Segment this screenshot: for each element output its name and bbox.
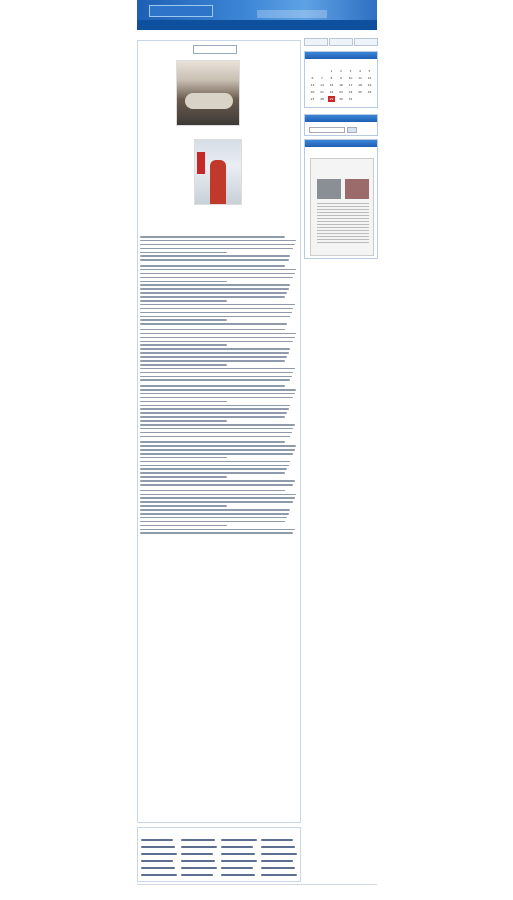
paragraph-line bbox=[140, 505, 227, 507]
paragraph-line bbox=[140, 484, 293, 486]
paragraph-line bbox=[140, 288, 289, 290]
search-title bbox=[305, 115, 377, 122]
paragraph-line bbox=[140, 468, 287, 470]
paragraph-line bbox=[140, 300, 227, 302]
paragraph-line bbox=[140, 312, 292, 314]
calendar-day[interactable]: 27 bbox=[310, 97, 315, 101]
calendar-day[interactable]: 17 bbox=[348, 83, 353, 87]
calendar-day[interactable]: 1 bbox=[330, 69, 333, 73]
calendar-day[interactable]: 6 bbox=[311, 76, 314, 80]
paragraph-line bbox=[140, 316, 290, 318]
paragraph-line bbox=[140, 323, 287, 325]
paragraph-line bbox=[140, 494, 296, 496]
newspaper-title bbox=[305, 140, 377, 147]
calendar-day[interactable]: 8 bbox=[330, 76, 333, 80]
sidebar-tabs bbox=[304, 38, 378, 46]
tab-2[interactable] bbox=[329, 38, 353, 46]
calendar-day[interactable]: 7 bbox=[321, 76, 323, 80]
paragraph-line bbox=[140, 356, 287, 358]
paragraph-line bbox=[140, 472, 285, 474]
paragraph-line bbox=[140, 368, 295, 370]
related-link[interactable] bbox=[261, 867, 295, 869]
paragraph-line bbox=[140, 304, 295, 306]
paragraph-line bbox=[140, 445, 296, 447]
paragraph-line bbox=[140, 513, 289, 515]
calendar-day[interactable]: 20 bbox=[310, 90, 315, 94]
meeting-photo bbox=[176, 60, 240, 126]
newspaper-widget bbox=[304, 139, 378, 259]
paragraph-line bbox=[140, 461, 290, 463]
banner-slogan bbox=[257, 10, 327, 18]
paragraph-line bbox=[140, 333, 296, 335]
calendar-day[interactable]: 26 bbox=[367, 90, 372, 94]
paper-text bbox=[317, 203, 369, 243]
paragraph-line bbox=[140, 521, 285, 523]
paragraph-line bbox=[140, 360, 285, 362]
calendar-title bbox=[305, 52, 377, 59]
calendar-day[interactable]: 5 bbox=[368, 69, 371, 73]
paragraph-line bbox=[140, 308, 293, 310]
paragraph-line bbox=[140, 364, 227, 366]
paper-photo bbox=[345, 179, 369, 199]
paragraph-line bbox=[140, 248, 293, 250]
paragraph-line bbox=[140, 236, 285, 238]
paragraph-line bbox=[140, 259, 289, 261]
calendar-day[interactable]: 15 bbox=[329, 83, 334, 87]
paragraph-line bbox=[140, 284, 290, 286]
related-link[interactable] bbox=[221, 867, 253, 869]
paragraph-line bbox=[140, 412, 287, 414]
search-input[interactable] bbox=[309, 127, 345, 133]
related-link[interactable] bbox=[141, 874, 177, 876]
related-link[interactable] bbox=[261, 839, 293, 841]
paragraph-line bbox=[140, 490, 285, 492]
paragraph-line bbox=[140, 341, 293, 343]
calendar-day[interactable]: 10 bbox=[348, 76, 353, 80]
related-link[interactable] bbox=[181, 839, 215, 841]
site-banner bbox=[137, 0, 377, 30]
calendar-day[interactable]: 12 bbox=[367, 76, 372, 80]
calendar-day[interactable]: 22 bbox=[329, 90, 334, 94]
paragraph-line bbox=[140, 329, 285, 331]
tab-1[interactable] bbox=[304, 38, 328, 46]
calendar-day[interactable]: 14 bbox=[320, 83, 324, 87]
article-title bbox=[193, 45, 237, 54]
paragraph-line bbox=[140, 529, 295, 531]
paragraph-line bbox=[140, 269, 296, 271]
paragraph-line bbox=[140, 465, 289, 467]
paragraph-line bbox=[140, 292, 287, 294]
calendar-day[interactable]: 4 bbox=[359, 69, 361, 73]
nav-stripe bbox=[137, 20, 377, 30]
related-link[interactable] bbox=[221, 846, 253, 848]
paragraph-line bbox=[140, 348, 290, 350]
paragraph-line bbox=[140, 416, 285, 418]
paragraph-line bbox=[140, 408, 289, 410]
newspaper-thumbnail[interactable] bbox=[310, 158, 374, 256]
paragraph-line bbox=[140, 265, 285, 267]
related-link[interactable] bbox=[141, 853, 177, 855]
paragraph-line bbox=[140, 532, 293, 534]
paragraph-line bbox=[140, 273, 295, 275]
paragraph-line bbox=[140, 344, 227, 346]
paper-photo bbox=[317, 179, 341, 199]
search-button[interactable] bbox=[347, 127, 357, 133]
paragraph-line bbox=[140, 432, 292, 434]
paragraph-line bbox=[140, 252, 227, 254]
paragraph-line bbox=[140, 436, 290, 438]
calendar-widget bbox=[304, 51, 378, 108]
calendar-day[interactable]: 18 bbox=[358, 83, 362, 87]
calendar-day[interactable]: 21 bbox=[320, 90, 324, 94]
related-link[interactable] bbox=[141, 860, 173, 862]
paragraph-line bbox=[140, 372, 293, 374]
paragraph-line bbox=[140, 457, 227, 459]
paragraph-line bbox=[140, 525, 227, 527]
paragraph-line bbox=[140, 319, 227, 321]
paragraph-line bbox=[140, 379, 290, 381]
paragraph-line bbox=[140, 277, 293, 279]
related-link[interactable] bbox=[181, 860, 215, 862]
paragraph-line bbox=[140, 441, 285, 443]
calendar-day[interactable]: 19 bbox=[367, 83, 372, 87]
related-link[interactable] bbox=[221, 860, 257, 862]
paragraph-line bbox=[140, 501, 293, 503]
calendar-day[interactable]: 3 bbox=[349, 69, 352, 73]
paragraph-line bbox=[140, 244, 295, 246]
calendar-day[interactable]: 16 bbox=[339, 83, 343, 87]
related-link[interactable] bbox=[181, 874, 213, 876]
search-widget bbox=[304, 114, 378, 136]
related-link[interactable] bbox=[261, 846, 295, 848]
site-logo[interactable] bbox=[149, 5, 213, 17]
paragraph-line bbox=[140, 424, 295, 426]
paragraph-line bbox=[140, 401, 227, 403]
paragraph-line bbox=[140, 405, 290, 407]
related-link[interactable] bbox=[141, 839, 173, 841]
portrait-photo bbox=[194, 139, 242, 205]
related-link[interactable] bbox=[141, 867, 175, 869]
related-link[interactable] bbox=[261, 874, 297, 876]
related-link[interactable] bbox=[221, 874, 255, 876]
calendar-day[interactable]: 13 bbox=[310, 83, 315, 87]
related-link[interactable] bbox=[181, 867, 217, 869]
paragraph-line bbox=[140, 517, 287, 519]
related-news bbox=[137, 827, 301, 882]
related-link[interactable] bbox=[221, 853, 255, 855]
paragraph-line bbox=[140, 393, 295, 395]
paragraph-line bbox=[140, 420, 227, 422]
paragraph-line bbox=[140, 255, 290, 257]
related-link[interactable] bbox=[141, 846, 175, 848]
breadcrumb[interactable] bbox=[140, 33, 300, 39]
calendar-day[interactable]: 2 bbox=[340, 69, 342, 73]
paragraph-line bbox=[140, 240, 296, 242]
calendar-day[interactable]: 9 bbox=[340, 76, 342, 80]
paragraph-line bbox=[140, 509, 290, 511]
paragraph-line bbox=[140, 397, 293, 399]
paragraph-line bbox=[140, 376, 292, 378]
calendar-day[interactable]: 31 bbox=[348, 97, 353, 101]
paragraph-line bbox=[140, 453, 293, 455]
calendar-day[interactable]: 29 bbox=[329, 97, 334, 101]
paragraph-line bbox=[140, 389, 296, 391]
paragraph-line bbox=[140, 497, 295, 499]
article-body bbox=[140, 232, 298, 536]
calendar-day[interactable]: 28 bbox=[320, 97, 324, 101]
calendar-day[interactable]: 11 bbox=[358, 76, 362, 80]
paragraph-line bbox=[140, 476, 227, 478]
related-link[interactable] bbox=[181, 846, 217, 848]
calendar-day[interactable]: 30 bbox=[339, 97, 343, 101]
paragraph-line bbox=[140, 352, 289, 354]
calendar-day[interactable]: 23 bbox=[339, 90, 343, 94]
calendar-day[interactable]: 24 bbox=[348, 90, 353, 94]
related-link[interactable] bbox=[181, 853, 213, 855]
related-link[interactable] bbox=[221, 839, 257, 841]
related-link[interactable] bbox=[261, 853, 297, 855]
paragraph-line bbox=[140, 385, 285, 387]
related-link[interactable] bbox=[261, 860, 293, 862]
paragraph-line bbox=[140, 428, 293, 430]
paragraph-line bbox=[140, 480, 295, 482]
paragraph-line bbox=[140, 281, 227, 283]
paragraph-line bbox=[140, 449, 295, 451]
calendar-day[interactable]: 25 bbox=[358, 90, 362, 94]
paragraph-line bbox=[140, 337, 295, 339]
tab-3[interactable] bbox=[354, 38, 378, 46]
paragraph-line bbox=[140, 296, 285, 298]
footer-divider bbox=[137, 884, 377, 885]
